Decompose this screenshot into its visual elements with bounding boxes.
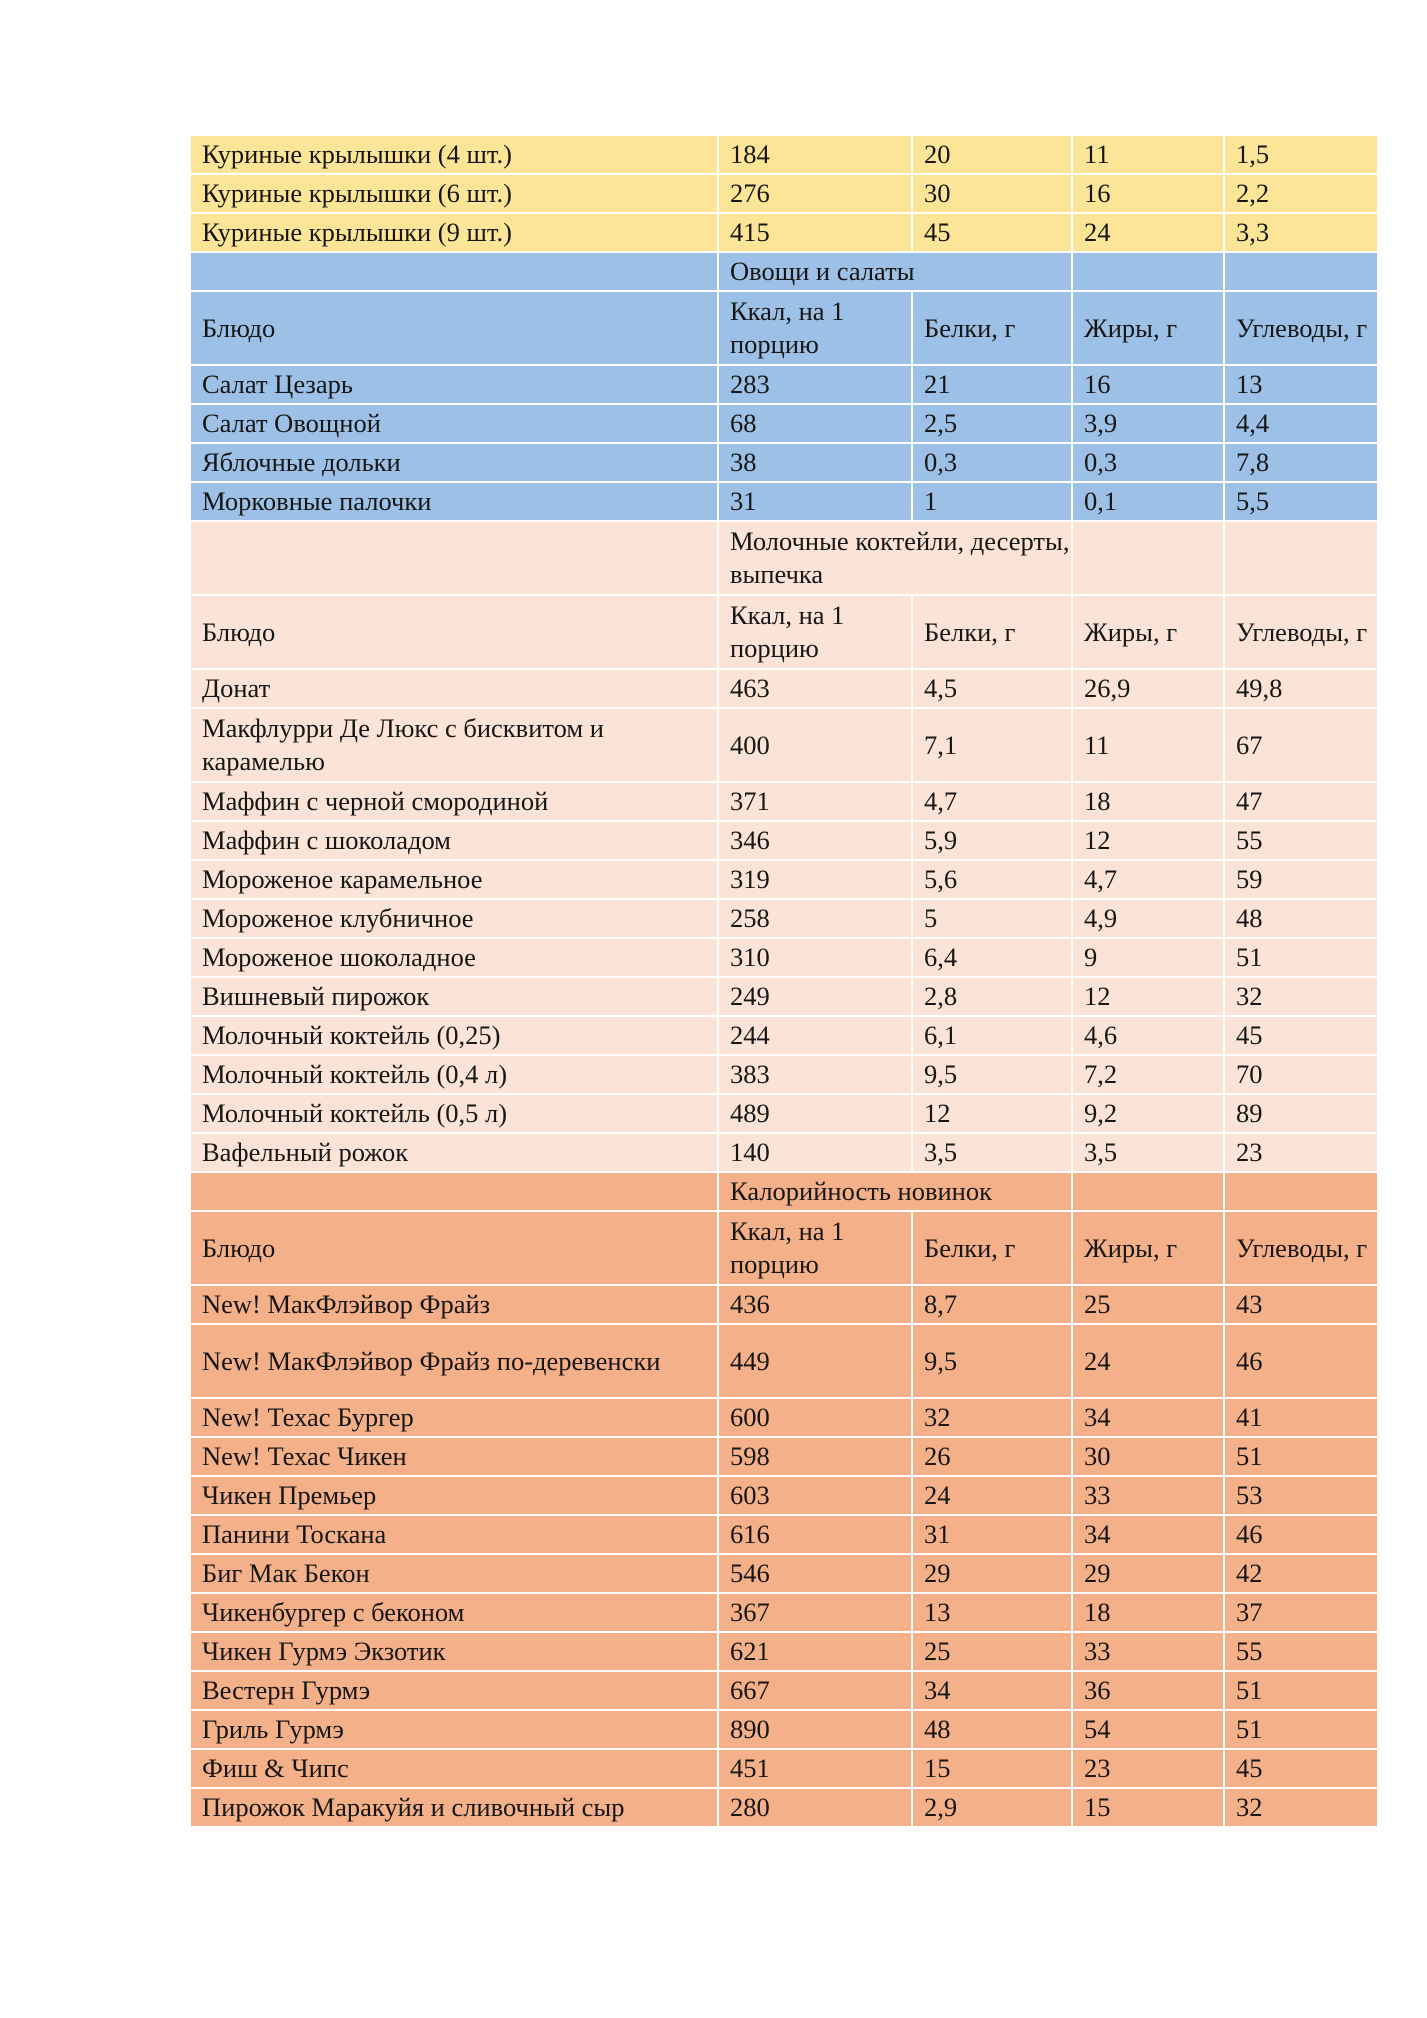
carbs-cell: 48 bbox=[1224, 899, 1378, 938]
fat-cell: 34 bbox=[1072, 1515, 1224, 1554]
table-row bbox=[190, 1055, 1378, 1094]
dish-name-cell: Вишневый пирожок bbox=[190, 977, 718, 1016]
table-row bbox=[190, 1133, 1378, 1172]
dish-name-cell: Вестерн Гурмэ bbox=[190, 1671, 718, 1710]
kcal-cell: 598 bbox=[718, 1437, 912, 1476]
dish-name-cell: Яблочные дольки bbox=[190, 443, 718, 482]
table-row bbox=[190, 860, 1378, 899]
table-row bbox=[190, 782, 1378, 821]
protein-cell: 29 bbox=[912, 1554, 1072, 1593]
protein-cell: 26 bbox=[912, 1437, 1072, 1476]
protein-cell: 48 bbox=[912, 1710, 1072, 1749]
kcal-cell: 244 bbox=[718, 1016, 912, 1055]
header-carbs: Углеводы, г bbox=[1224, 1211, 1378, 1285]
dish-name-cell: New! МакФлэйвор Фрайз bbox=[190, 1285, 718, 1324]
kcal-cell: 436 bbox=[718, 1285, 912, 1324]
fat-cell: 36 bbox=[1072, 1671, 1224, 1710]
protein-cell: 4,7 bbox=[912, 782, 1072, 821]
dish-name-cell: Чикенбургер с беконом bbox=[190, 1593, 718, 1632]
section-title-row bbox=[190, 521, 1378, 595]
kcal-cell: 616 bbox=[718, 1515, 912, 1554]
protein-cell: 6,4 bbox=[912, 938, 1072, 977]
protein-cell: 34 bbox=[912, 1671, 1072, 1710]
header-carbs: Углеводы, г bbox=[1224, 291, 1378, 365]
dish-name-cell: Чикен Премьер bbox=[190, 1476, 718, 1515]
kcal-cell: 890 bbox=[718, 1710, 912, 1749]
table-row bbox=[190, 135, 1378, 174]
carbs-cell: 51 bbox=[1224, 1710, 1378, 1749]
dish-name-cell: Фиш & Чипс bbox=[190, 1749, 718, 1788]
fat-cell: 24 bbox=[1072, 213, 1224, 252]
carbs-cell: 3,3 bbox=[1224, 213, 1378, 252]
dish-name-cell: Молочный коктейль (0,25) bbox=[190, 1016, 718, 1055]
dish-name-cell: New! Техас Бургер bbox=[190, 1398, 718, 1437]
table-row bbox=[190, 1324, 1378, 1398]
kcal-cell: 31 bbox=[718, 482, 912, 521]
protein-cell: 5 bbox=[912, 899, 1072, 938]
table-row bbox=[190, 669, 1378, 708]
carbs-cell: 55 bbox=[1224, 821, 1378, 860]
carbs-cell: 23 bbox=[1224, 1133, 1378, 1172]
carbs-cell: 32 bbox=[1224, 977, 1378, 1016]
carbs-cell: 7,8 bbox=[1224, 443, 1378, 482]
dish-name-cell: Салат Цезарь bbox=[190, 365, 718, 404]
dish-name-cell: Мороженое клубничное bbox=[190, 899, 718, 938]
dish-name-cell: Донат bbox=[190, 669, 718, 708]
protein-cell: 32 bbox=[912, 1398, 1072, 1437]
fat-cell: 16 bbox=[1072, 174, 1224, 213]
table-row bbox=[190, 174, 1378, 213]
header-kcal: Ккал, на 1 порцию bbox=[718, 291, 912, 365]
fat-cell: 29 bbox=[1072, 1554, 1224, 1593]
dish-name-cell: Маффин с шоколадом bbox=[190, 821, 718, 860]
section-title-spacer bbox=[190, 252, 718, 291]
section-title-spacer bbox=[1072, 252, 1224, 291]
protein-cell: 2,5 bbox=[912, 404, 1072, 443]
carbs-cell: 1,5 bbox=[1224, 135, 1378, 174]
kcal-cell: 415 bbox=[718, 213, 912, 252]
carbs-cell: 70 bbox=[1224, 1055, 1378, 1094]
section-title-spacer bbox=[1072, 521, 1224, 595]
protein-cell: 20 bbox=[912, 135, 1072, 174]
carbs-cell: 59 bbox=[1224, 860, 1378, 899]
header-protein: Белки, г bbox=[912, 1211, 1072, 1285]
kcal-cell: 603 bbox=[718, 1476, 912, 1515]
kcal-cell: 546 bbox=[718, 1554, 912, 1593]
header-kcal: Ккал, на 1 порцию bbox=[718, 1211, 912, 1285]
header-dish: Блюдо bbox=[190, 595, 718, 669]
carbs-cell: 67 bbox=[1224, 708, 1378, 782]
kcal-cell: 276 bbox=[718, 174, 912, 213]
column-header-row bbox=[190, 1211, 1378, 1285]
dish-name-cell: Панини Тоскана bbox=[190, 1515, 718, 1554]
kcal-cell: 449 bbox=[718, 1324, 912, 1398]
table-row bbox=[190, 1016, 1378, 1055]
section-title: Калорийность новинок bbox=[718, 1172, 1072, 1211]
fat-cell: 9,2 bbox=[1072, 1094, 1224, 1133]
table-row bbox=[190, 977, 1378, 1016]
kcal-cell: 383 bbox=[718, 1055, 912, 1094]
fat-cell: 30 bbox=[1072, 1437, 1224, 1476]
kcal-cell: 249 bbox=[718, 977, 912, 1016]
protein-cell: 25 bbox=[912, 1632, 1072, 1671]
table-row bbox=[190, 1398, 1378, 1437]
table-row bbox=[190, 213, 1378, 252]
table-row bbox=[190, 708, 1378, 782]
kcal-cell: 346 bbox=[718, 821, 912, 860]
fat-cell: 4,6 bbox=[1072, 1016, 1224, 1055]
section-title-spacer bbox=[1072, 1172, 1224, 1211]
dish-name-cell: Куриные крылышки (9 шт.) bbox=[190, 213, 718, 252]
carbs-cell: 45 bbox=[1224, 1016, 1378, 1055]
carbs-cell: 51 bbox=[1224, 938, 1378, 977]
fat-cell: 24 bbox=[1072, 1324, 1224, 1398]
table-row bbox=[190, 443, 1378, 482]
section-title: Овощи и салаты bbox=[718, 252, 1072, 291]
table-row bbox=[190, 1515, 1378, 1554]
protein-cell: 8,7 bbox=[912, 1285, 1072, 1324]
fat-cell: 26,9 bbox=[1072, 669, 1224, 708]
fat-cell: 33 bbox=[1072, 1632, 1224, 1671]
header-dish: Блюдо bbox=[190, 1211, 718, 1285]
protein-cell: 45 bbox=[912, 213, 1072, 252]
dish-name-cell: Чикен Гурмэ Экзотик bbox=[190, 1632, 718, 1671]
carbs-cell: 49,8 bbox=[1224, 669, 1378, 708]
fat-cell: 34 bbox=[1072, 1398, 1224, 1437]
carbs-cell: 45 bbox=[1224, 1749, 1378, 1788]
protein-cell: 5,9 bbox=[912, 821, 1072, 860]
dish-name-cell: Молочный коктейль (0,4 л) bbox=[190, 1055, 718, 1094]
section-title-spacer bbox=[1224, 521, 1378, 595]
protein-cell: 3,5 bbox=[912, 1133, 1072, 1172]
column-header-row bbox=[190, 291, 1378, 365]
kcal-cell: 38 bbox=[718, 443, 912, 482]
protein-cell: 15 bbox=[912, 1749, 1072, 1788]
protein-cell: 0,3 bbox=[912, 443, 1072, 482]
carbs-cell: 41 bbox=[1224, 1398, 1378, 1437]
kcal-cell: 68 bbox=[718, 404, 912, 443]
header-fat: Жиры, г bbox=[1072, 291, 1224, 365]
kcal-cell: 184 bbox=[718, 135, 912, 174]
protein-cell: 1 bbox=[912, 482, 1072, 521]
kcal-cell: 621 bbox=[718, 1632, 912, 1671]
carbs-cell: 43 bbox=[1224, 1285, 1378, 1324]
protein-cell: 6,1 bbox=[912, 1016, 1072, 1055]
carbs-cell: 89 bbox=[1224, 1094, 1378, 1133]
novelty-section bbox=[190, 1172, 1378, 1827]
header-protein: Белки, г bbox=[912, 291, 1072, 365]
protein-cell: 5,6 bbox=[912, 860, 1072, 899]
fat-cell: 0,1 bbox=[1072, 482, 1224, 521]
fat-cell: 0,3 bbox=[1072, 443, 1224, 482]
fat-cell: 3,9 bbox=[1072, 404, 1224, 443]
header-kcal: Ккал, на 1 порцию bbox=[718, 595, 912, 669]
fat-cell: 4,7 bbox=[1072, 860, 1224, 899]
carbs-cell: 51 bbox=[1224, 1671, 1378, 1710]
protein-cell: 13 bbox=[912, 1593, 1072, 1632]
dish-name-cell: Куриные крылышки (4 шт.) bbox=[190, 135, 718, 174]
fat-cell: 9 bbox=[1072, 938, 1224, 977]
dish-name-cell: Маффин с черной смородиной bbox=[190, 782, 718, 821]
kcal-cell: 371 bbox=[718, 782, 912, 821]
protein-cell: 12 bbox=[912, 1094, 1072, 1133]
table-row bbox=[190, 1285, 1378, 1324]
kcal-cell: 283 bbox=[718, 365, 912, 404]
carbs-cell: 55 bbox=[1224, 1632, 1378, 1671]
fat-cell: 18 bbox=[1072, 1593, 1224, 1632]
protein-cell: 9,5 bbox=[912, 1324, 1072, 1398]
dish-name-cell: Пирожок Маракуйя и сливочный сыр bbox=[190, 1788, 718, 1827]
table-row bbox=[190, 1710, 1378, 1749]
dish-name-cell: Мороженое карамельное bbox=[190, 860, 718, 899]
protein-cell: 30 bbox=[912, 174, 1072, 213]
protein-cell: 2,8 bbox=[912, 977, 1072, 1016]
kcal-cell: 280 bbox=[718, 1788, 912, 1827]
kcal-cell: 667 bbox=[718, 1671, 912, 1710]
dish-name-cell: New! МакФлэйвор Фрайз по-деревенски bbox=[190, 1324, 718, 1398]
dish-name-cell: Салат Овощной bbox=[190, 404, 718, 443]
protein-cell: 9,5 bbox=[912, 1055, 1072, 1094]
table-row bbox=[190, 821, 1378, 860]
dish-name-cell: New! Техас Чикен bbox=[190, 1437, 718, 1476]
kcal-cell: 463 bbox=[718, 669, 912, 708]
carbs-cell: 53 bbox=[1224, 1476, 1378, 1515]
carbs-cell: 32 bbox=[1224, 1788, 1378, 1827]
header-protein: Белки, г bbox=[912, 595, 1072, 669]
carbs-cell: 42 bbox=[1224, 1554, 1378, 1593]
desserts-section bbox=[190, 521, 1378, 1172]
protein-cell: 4,5 bbox=[912, 669, 1072, 708]
table-row bbox=[190, 1476, 1378, 1515]
fat-cell: 15 bbox=[1072, 1788, 1224, 1827]
table-row bbox=[190, 482, 1378, 521]
fat-cell: 12 bbox=[1072, 821, 1224, 860]
dish-name-cell: Макфлурри Де Люкс с бисквитом и карамелью bbox=[190, 708, 718, 782]
header-fat: Жиры, г bbox=[1072, 595, 1224, 669]
carbs-cell: 5,5 bbox=[1224, 482, 1378, 521]
protein-cell: 2,9 bbox=[912, 1788, 1072, 1827]
fat-cell: 54 bbox=[1072, 1710, 1224, 1749]
table-row bbox=[190, 938, 1378, 977]
carbs-cell: 37 bbox=[1224, 1593, 1378, 1632]
kcal-cell: 451 bbox=[718, 1749, 912, 1788]
column-header-row bbox=[190, 595, 1378, 669]
table-row bbox=[190, 1554, 1378, 1593]
kcal-cell: 600 bbox=[718, 1398, 912, 1437]
wings-section bbox=[190, 135, 1378, 252]
kcal-cell: 319 bbox=[718, 860, 912, 899]
fat-cell: 11 bbox=[1072, 708, 1224, 782]
kcal-cell: 258 bbox=[718, 899, 912, 938]
dish-name-cell: Молочный коктейль (0,5 л) bbox=[190, 1094, 718, 1133]
protein-cell: 24 bbox=[912, 1476, 1072, 1515]
fat-cell: 18 bbox=[1072, 782, 1224, 821]
section-title-spacer bbox=[190, 521, 718, 595]
fat-cell: 33 bbox=[1072, 1476, 1224, 1515]
header-fat: Жиры, г bbox=[1072, 1211, 1224, 1285]
carbs-cell: 4,4 bbox=[1224, 404, 1378, 443]
protein-cell: 7,1 bbox=[912, 708, 1072, 782]
fat-cell: 11 bbox=[1072, 135, 1224, 174]
carbs-cell: 47 bbox=[1224, 782, 1378, 821]
section-title-row bbox=[190, 252, 1378, 291]
table-row bbox=[190, 899, 1378, 938]
fat-cell: 16 bbox=[1072, 365, 1224, 404]
table-row bbox=[190, 1593, 1378, 1632]
carbs-cell: 2,2 bbox=[1224, 174, 1378, 213]
section-title-spacer bbox=[190, 1172, 718, 1211]
dish-name-cell: Гриль Гурмэ bbox=[190, 1710, 718, 1749]
carbs-cell: 46 bbox=[1224, 1324, 1378, 1398]
kcal-cell: 367 bbox=[718, 1593, 912, 1632]
section-title-row bbox=[190, 1172, 1378, 1211]
protein-cell: 21 bbox=[912, 365, 1072, 404]
dish-name-cell: Вафельный рожок bbox=[190, 1133, 718, 1172]
table-row bbox=[190, 1632, 1378, 1671]
dish-name-cell: Мороженое шоколадное bbox=[190, 938, 718, 977]
kcal-cell: 489 bbox=[718, 1094, 912, 1133]
protein-cell: 31 bbox=[912, 1515, 1072, 1554]
fat-cell: 3,5 bbox=[1072, 1133, 1224, 1172]
fat-cell: 25 bbox=[1072, 1285, 1224, 1324]
nutrition-table bbox=[189, 134, 1379, 1828]
header-dish: Блюдо bbox=[190, 291, 718, 365]
fat-cell: 12 bbox=[1072, 977, 1224, 1016]
carbs-cell: 13 bbox=[1224, 365, 1378, 404]
table-row bbox=[190, 1094, 1378, 1133]
kcal-cell: 310 bbox=[718, 938, 912, 977]
fat-cell: 23 bbox=[1072, 1749, 1224, 1788]
table-row bbox=[190, 1437, 1378, 1476]
dish-name-cell: Биг Мак Бекон bbox=[190, 1554, 718, 1593]
table-row bbox=[190, 1671, 1378, 1710]
kcal-cell: 140 bbox=[718, 1133, 912, 1172]
table-row bbox=[190, 1749, 1378, 1788]
section-title-spacer bbox=[1224, 252, 1378, 291]
table-row bbox=[190, 365, 1378, 404]
dish-name-cell: Куриные крылышки (6 шт.) bbox=[190, 174, 718, 213]
table-row bbox=[190, 1788, 1378, 1827]
kcal-cell: 400 bbox=[718, 708, 912, 782]
fat-cell: 4,9 bbox=[1072, 899, 1224, 938]
section-title: Молочные коктейли, десерты, выпечка bbox=[718, 521, 1072, 595]
table-row bbox=[190, 404, 1378, 443]
carbs-cell: 46 bbox=[1224, 1515, 1378, 1554]
header-carbs: Углеводы, г bbox=[1224, 595, 1378, 669]
carbs-cell: 51 bbox=[1224, 1437, 1378, 1476]
section-title-spacer bbox=[1224, 1172, 1378, 1211]
fat-cell: 7,2 bbox=[1072, 1055, 1224, 1094]
dish-name-cell: Морковные палочки bbox=[190, 482, 718, 521]
salads-section bbox=[190, 252, 1378, 521]
